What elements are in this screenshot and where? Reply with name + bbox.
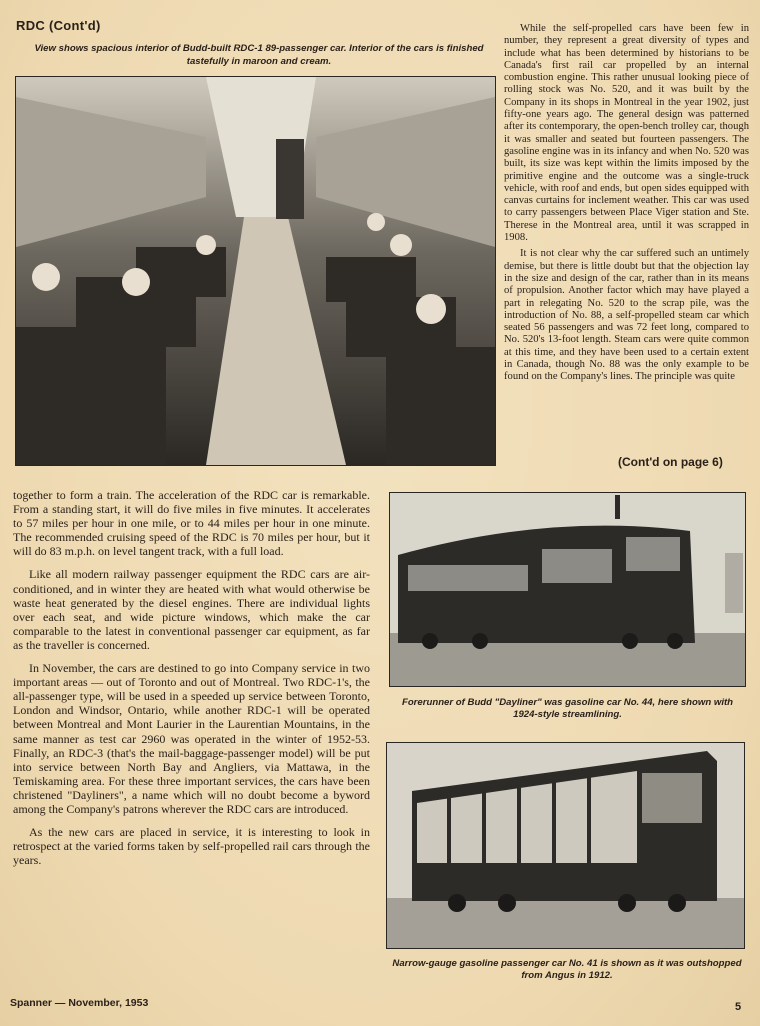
interior-photo-caption: View shows spacious interior of Budd-built RDC-1 89-passenger car. Interior of the cars is finished tastefully in maroon and cream. bbox=[34, 43, 484, 67]
gasoline-car-41-photo bbox=[386, 742, 745, 949]
car-44-illustration bbox=[390, 493, 745, 686]
interior-photo-illustration bbox=[16, 77, 495, 465]
right-column-text bbox=[504, 23, 749, 384]
left-paragraph: together to form a train. The acceleration of the RDC car is remarkable. From a standing start, it will do five miles in five minutes. It accelerates to 57 miles per hour in one mile, or to 44 miles per hour in one minute. The recommended cruising speed of the RDC is 70 miles per hour, but it will do 83 m.p.h. on level tangent track, with a full load. bbox=[13, 488, 370, 559]
right-paragraph: It is not clear why the car suffered such an untimely demise, but there is little doubt but that the objection lay in the size and design of the car, rather than in its means of propulsion. Another factor which may have played a part in relegating No. 520 to the scrap pile, was the introduction of No. 88, a self-propelled steam car which seated 56 passengers and was 72 feet long, compared to No. 520's 13-foot length. Steam cars were quite common at this time, and they have been used to a certain extent in Canada, though No. 88 was the only example to be found on the Company's lines. The principle was quite bbox=[504, 248, 749, 383]
car-41-illustration bbox=[387, 743, 744, 948]
left-column-text bbox=[13, 488, 370, 867]
page-header: RDC (Cont'd) bbox=[16, 18, 101, 33]
publication-footer: Spanner — November, 1953 bbox=[10, 997, 149, 1009]
left-paragraph: Like all modern railway passenger equipment the RDC cars are air-conditioned, and in winter they are heated with what would otherwise be waste heat generated by the diesel engines. There are individual lights over each seat, and wide picture windows, which make the car comparable to the latest in conventional passenger car equipment, as far as the traveller is concerned. bbox=[13, 567, 370, 652]
right-paragraph: While the self-propelled cars have been few in number, they represent a great diversity of types and include what has been determined by historians to be Canada's first rail car propelled by an internal combustion engine. This rather unusual looking piece of rolling stock was No. 520, and it was built by the Company in its shops in Montreal in the year 1902, just fifty-one years ago. The general design was patterned after its contemporary, the open-bench trolley car, though it was smaller and seated but fourteen passengers. The gasoline engine was in its infancy and when No. 520 was built, its size was kept within the limits imposed by the primitive engine and the outcome was a single-truck vehicle, with roof and ends, but open sides equipped with canvas curtains for inclement weather. This car was used to carry passengers between Place Viger station and Ste. Therese in the Montreal area, until it was scrapped in 1908. bbox=[504, 23, 749, 244]
continued-notice: (Cont'd on page 6) bbox=[618, 455, 723, 469]
car-44-caption: Forerunner of Budd "Dayliner" was gasoline car No. 44, here shown with 1924-style streamlining. bbox=[401, 697, 734, 720]
left-paragraph: As the new cars are placed in service, it is interesting to look in retrospect at the varied forms taken by self-propelled rail cars through the years. bbox=[13, 825, 370, 868]
page-number: 5 bbox=[735, 1001, 742, 1013]
car-41-caption: Narrow-gauge gasoline passenger car No. 41 is shown as it was outshopped from Angus in 1912. bbox=[392, 958, 742, 981]
gasoline-car-44-photo bbox=[389, 492, 746, 687]
left-paragraph: In November, the cars are destined to go into Company service in two important areas — out of Toronto and out of Montreal. Two RDC-1's, the all-passenger type, will be used in a speeded up service between Toronto, London and Windsor, Ontario, while another RDC-1 will be operated between Montreal and Mont Laurier in the Laurentian Mountains, in the same manner as test car 2960 was operated in the winter of 1952-53. Finally, an RDC-3 (that's the mail-baggage-passenger model) will be put into service between North Bay and Angliers, via Mattawa, in the Temiskaming area. For these three important services, the cars have been christened "Dayliners", a name which will no doubt become a byword among the Company's patrons wherever the RDC cars are introduced. bbox=[13, 661, 370, 816]
interior-photo bbox=[15, 76, 496, 466]
